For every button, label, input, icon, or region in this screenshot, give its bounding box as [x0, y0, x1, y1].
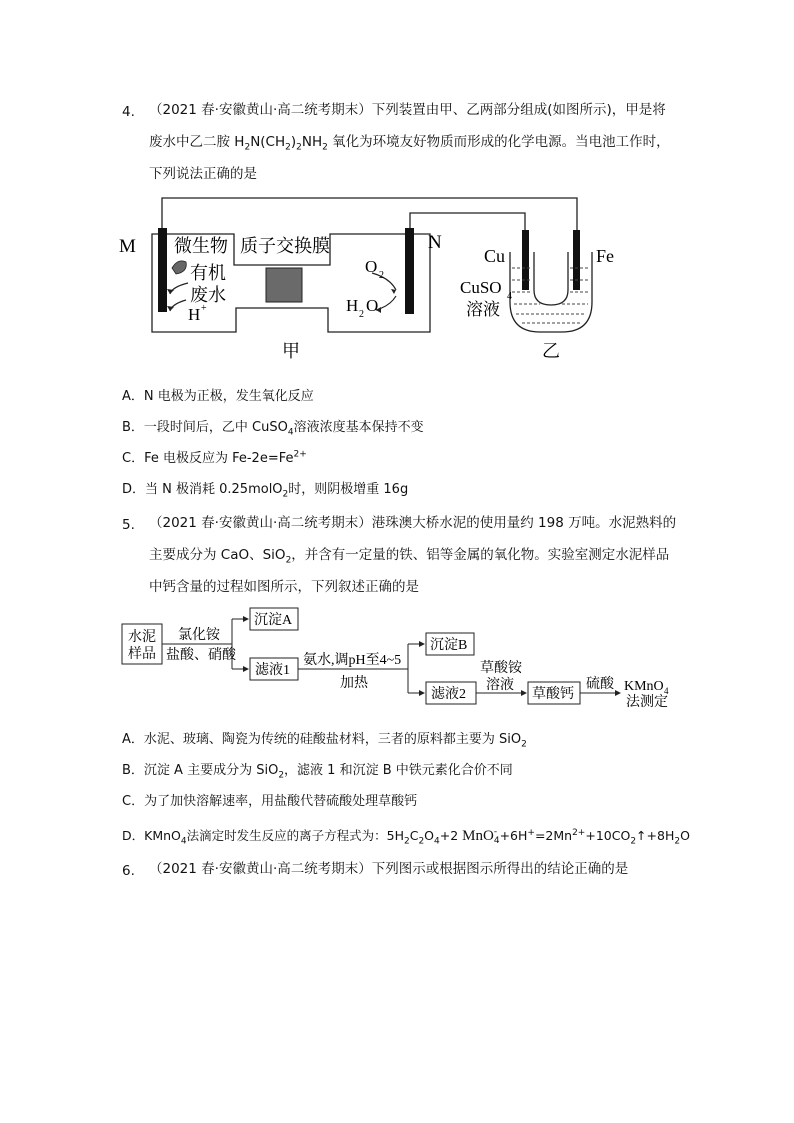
- label-membrane: 质子交换膜: [240, 236, 330, 256]
- text: ，滤液 1 和沉淀 B 中铁元素化合价不同: [284, 763, 513, 778]
- label-CuSO4-sub: 4: [507, 291, 512, 302]
- flow-kmno4: KMnO: [624, 679, 664, 694]
- sub: 2: [674, 836, 681, 847]
- sup: 2+: [572, 827, 586, 838]
- q4-stem-line3: 下列说法正确的是: [149, 166, 257, 182]
- text: 氧化为环境友好物质而形成的化学电源。当电池工作时，: [327, 134, 670, 150]
- label-solution: 溶液: [466, 300, 500, 319]
- q6-number: 6.: [122, 863, 135, 879]
- flow-sample2: 样品: [128, 647, 156, 662]
- text: B．沉淀 A 主要成分为 SiO: [122, 763, 279, 778]
- sub: 2: [285, 555, 292, 566]
- sub: 4: [434, 836, 440, 847]
- q6-stem-line1: （2021 春·安徽黄山·高二统考期末）下列图示或根据图示所得出的结论正确的是: [149, 861, 629, 877]
- flow-filt2: 滤液2: [431, 687, 466, 702]
- text: ，并含有一定量的铁、铝等金属的氧化物。实验室测定水泥样品: [291, 547, 670, 563]
- text: A．水泥、玻璃、陶瓷为传统的硅酸盐材料，三者的原料都主要为 SiO: [122, 732, 522, 747]
- text: 法滴定时发生反应的离子方程式为：5H: [186, 828, 404, 843]
- sub: 2: [296, 142, 302, 153]
- flow-caox: 草酸钙: [532, 687, 574, 702]
- flow-filt1: 滤液1: [255, 663, 290, 678]
- label-O2-sub: 2: [379, 270, 384, 281]
- q5-stem-line2: [149, 541, 669, 576]
- electrode-M: [158, 228, 167, 312]
- label-yi: 乙: [542, 341, 560, 361]
- label-N: N: [428, 232, 442, 253]
- text: O: [424, 828, 435, 843]
- sub: 2: [403, 836, 410, 847]
- microbe-icon: [172, 261, 186, 274]
- label-Fe: Fe: [596, 246, 614, 266]
- q4-option-c[interactable]: [122, 447, 307, 466]
- text: D．KMnO: [122, 828, 181, 843]
- text: NH: [301, 134, 323, 150]
- sub: 2: [418, 836, 425, 847]
- text: ↑+8H: [636, 828, 675, 843]
- label-Cu: Cu: [484, 246, 506, 266]
- flow-method: 法测定: [626, 695, 668, 710]
- flow-chart: [0, 600, 794, 720]
- text: +6H: [499, 828, 528, 843]
- sub: 2: [630, 836, 637, 847]
- label-H2O-O: O: [366, 296, 379, 315]
- label-M: M: [119, 236, 136, 257]
- flow-ppA: 沉淀A: [254, 613, 293, 628]
- electrode-N: [405, 228, 414, 314]
- sub: 2: [285, 142, 291, 153]
- flow-sample1: 水泥: [128, 630, 156, 645]
- sup: +: [527, 827, 535, 838]
- sub: 4: [180, 836, 187, 847]
- label-H2O-sub: 2: [359, 309, 364, 320]
- q5-stem-line3: 中钙含量的过程如图所示，下列叙述正确的是: [149, 579, 419, 595]
- sup: -: [493, 826, 498, 837]
- text: O: [680, 828, 690, 843]
- text: B．一段时间后，乙中 CuSO: [122, 420, 288, 435]
- label-H2O-H: H: [346, 296, 359, 315]
- flow-oxa1: 草酸铵: [480, 661, 522, 676]
- text: +2: [439, 828, 463, 843]
- text: C．Fe 电极反应为 Fe-2e=Fe: [122, 451, 294, 466]
- q4-option-b[interactable]: [122, 416, 424, 438]
- q4-number: 4.: [122, 104, 135, 120]
- q4-option-d[interactable]: [122, 478, 408, 500]
- membrane-block: [266, 268, 302, 302]
- battery-diagram: [0, 0, 794, 370]
- q5-option-a[interactable]: [122, 728, 527, 750]
- sub: 2: [322, 142, 328, 153]
- q4-option-a[interactable]: A．N 电极为正极，发生氧化反应: [122, 389, 314, 404]
- flow-kmno4-sub: 4: [664, 686, 669, 696]
- flow-reagent2: 盐酸、硝酸: [166, 648, 236, 663]
- q5-stem-line1: （2021 春·安徽黄山·高二统考期末）港珠澳大桥水泥的使用量约 198 万吨。水泥熟料的: [149, 515, 677, 531]
- text: C: [409, 828, 419, 843]
- label-waste: 废水: [190, 285, 226, 305]
- electrode-Fe: [573, 230, 580, 290]
- sub: 2: [521, 739, 527, 750]
- flow-ppB: 沉淀B: [430, 638, 468, 653]
- text: 时，则阴极增重 16g: [288, 482, 409, 497]
- text: +10CO: [585, 828, 631, 843]
- sub: 2: [278, 770, 285, 781]
- text: D．当 N 极消耗 0.25molO: [122, 482, 283, 497]
- text: 废水中乙二胺 H: [149, 134, 245, 150]
- sub: 2: [282, 489, 289, 500]
- label-H-sup: +: [201, 303, 207, 314]
- q5-option-b[interactable]: [122, 759, 513, 781]
- q5-option-c[interactable]: C．为了加快溶解速率，用盐酸代替硫酸处理草酸钙: [122, 794, 418, 809]
- label-jia: 甲: [282, 341, 300, 361]
- sub: 4: [493, 835, 500, 846]
- sup: 2+: [293, 449, 307, 460]
- flow-heat: 加热: [340, 676, 368, 691]
- q5-number: 5.: [122, 517, 135, 533]
- text: 溶液浓度基本保持不变: [293, 420, 424, 435]
- flow-step2: 氨水,调pH至4~5: [303, 653, 402, 668]
- label-O2: O: [365, 257, 378, 276]
- sub: 2: [244, 142, 251, 153]
- sub: 4: [287, 427, 294, 438]
- q5-option-d[interactable]: [122, 826, 690, 847]
- electrode-Cu: [522, 230, 529, 290]
- flow-acid: 硫酸: [586, 677, 614, 692]
- q4-stem-line1: （2021 春·安徽黄山·高二统考期末）下列装置由甲、乙两部分组成(如图所示)，甲是将: [149, 102, 666, 118]
- mno4-formula: MnO: [462, 828, 494, 844]
- flow-oxa2: 溶液: [486, 678, 514, 693]
- label-H: H: [188, 305, 201, 324]
- text: 主要成分为 CaO、SiO: [149, 547, 286, 563]
- label-microbe: 微生物: [174, 236, 228, 256]
- text: N(CH: [250, 134, 286, 150]
- label-CuSO: CuSO: [460, 278, 502, 297]
- label-organic: 有机: [190, 263, 226, 283]
- text: ): [290, 134, 297, 150]
- text: =2Mn: [534, 828, 573, 843]
- flow-reagent1: 氯化铵: [178, 628, 220, 643]
